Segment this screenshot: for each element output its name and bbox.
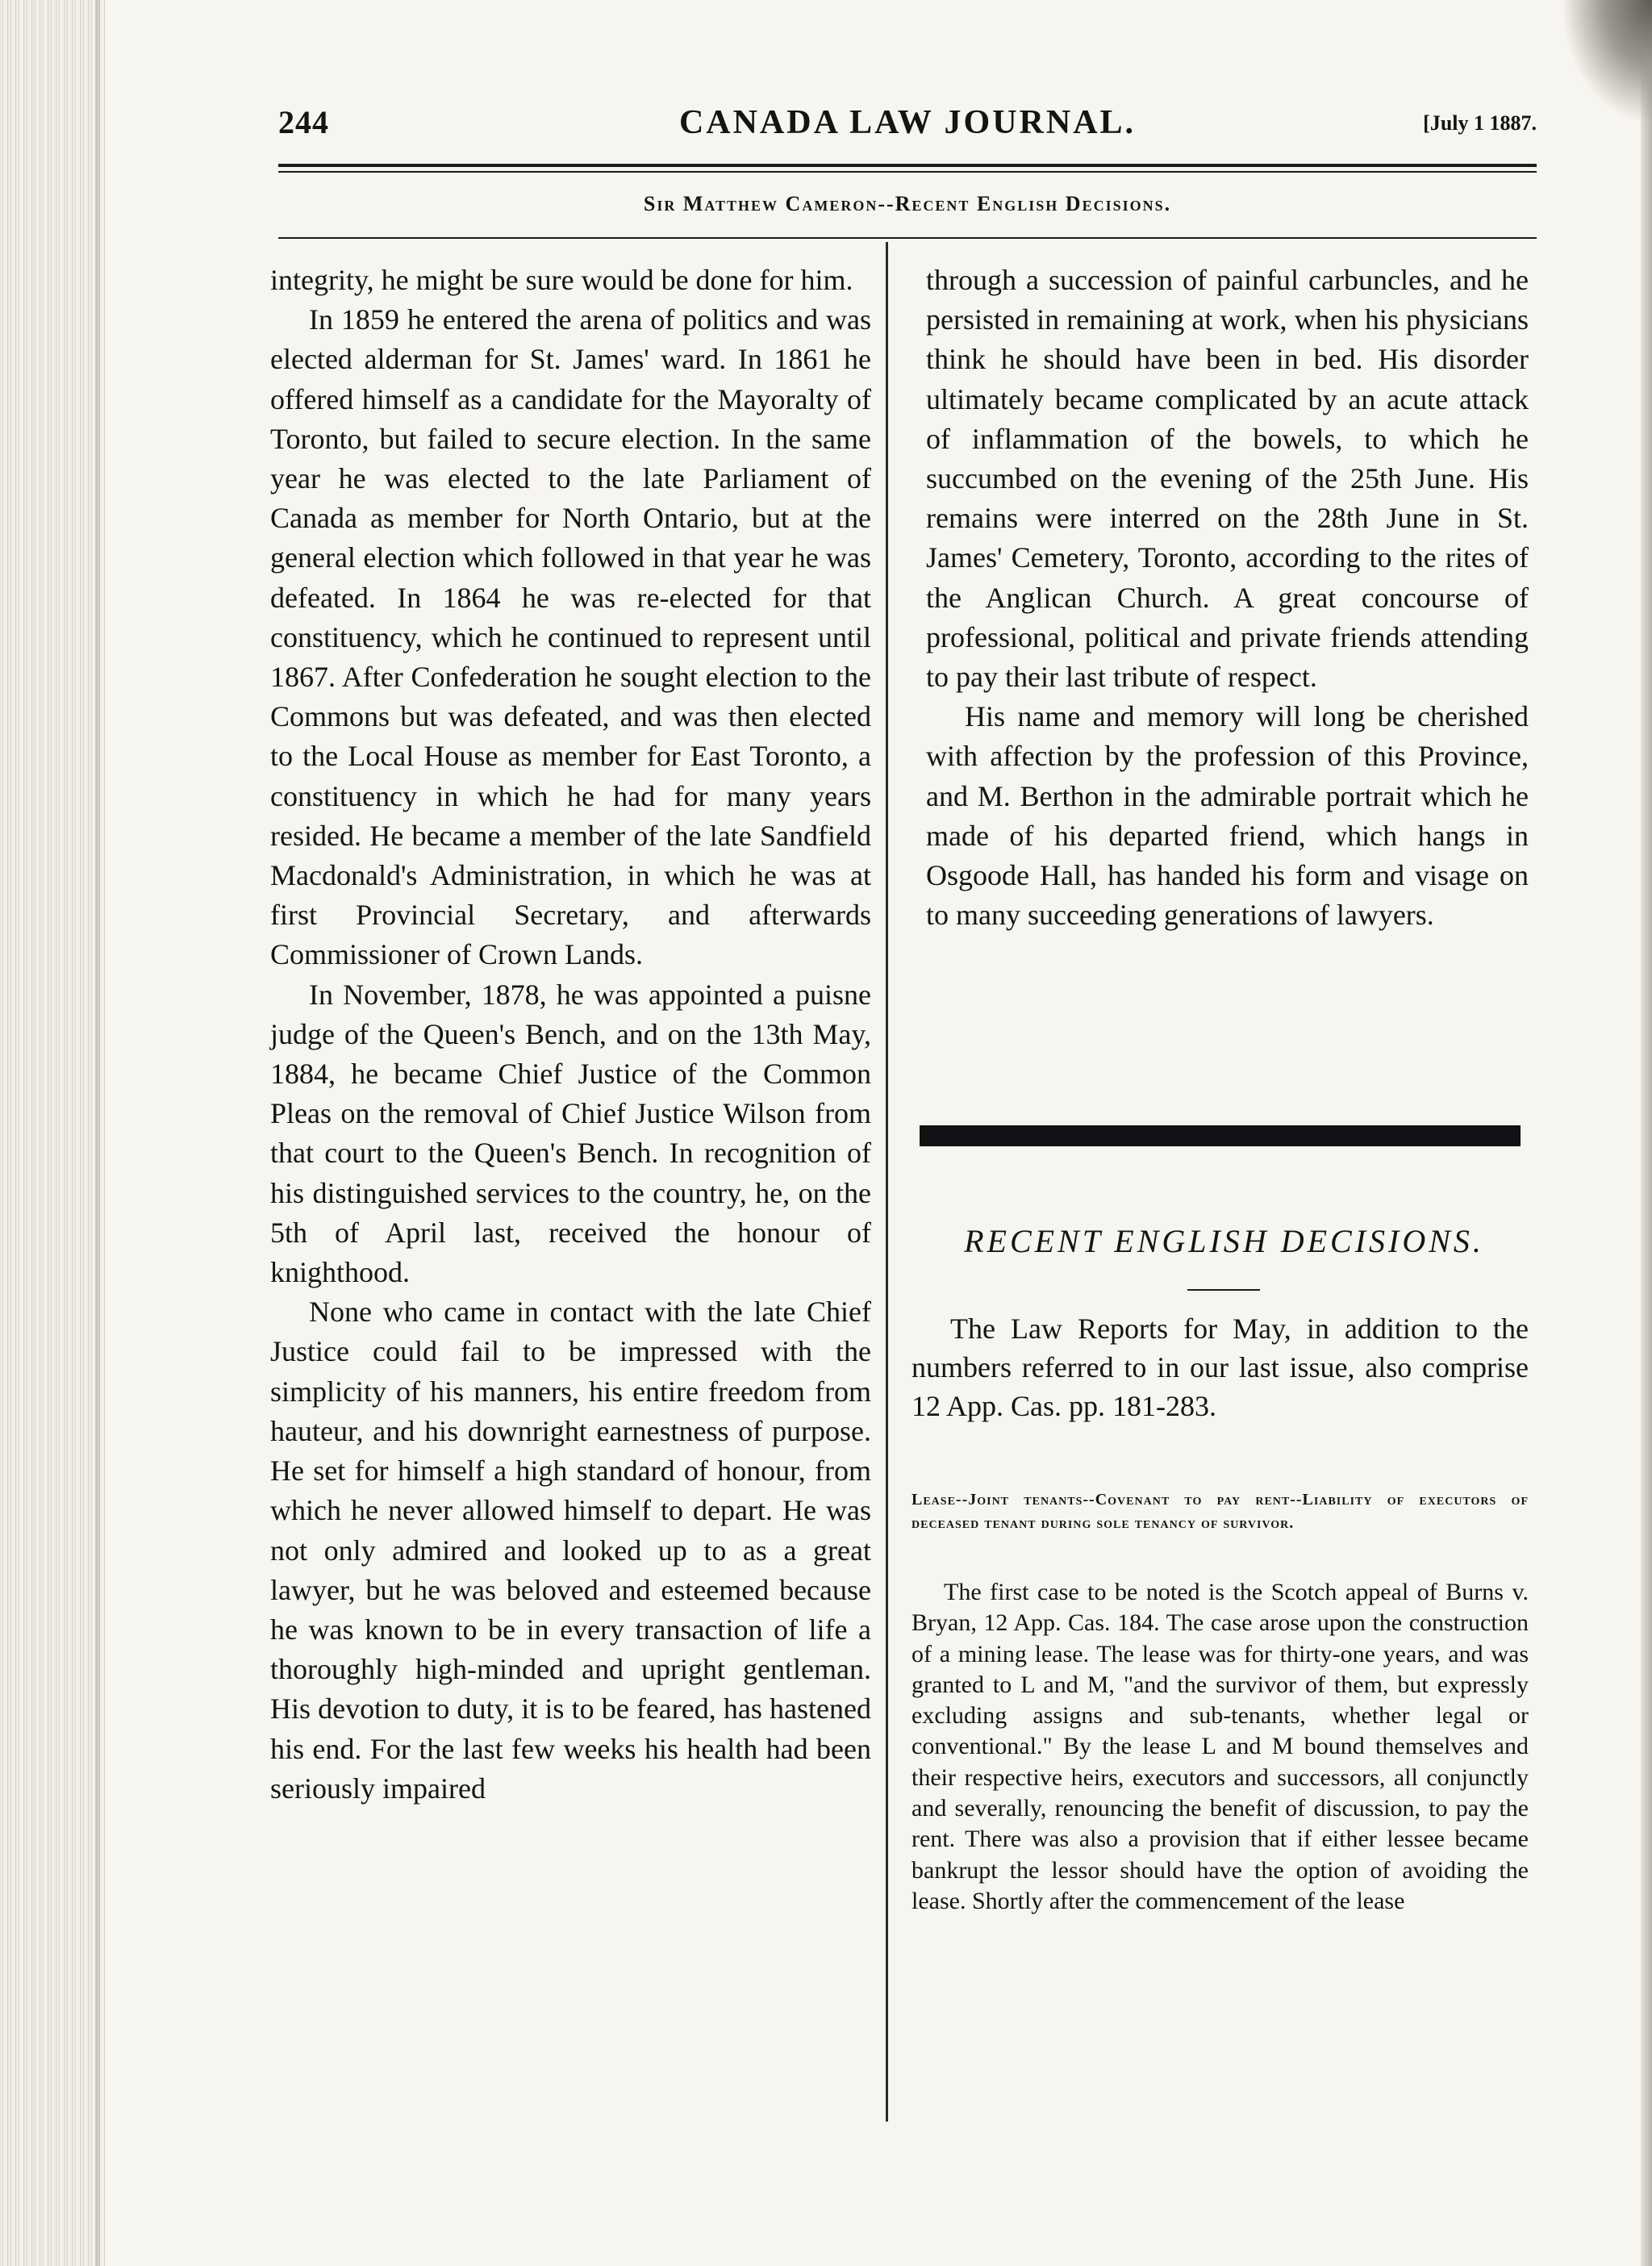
right-column [926, 261, 1529, 935]
title-underline [1187, 1289, 1260, 1291]
issue-date: [July 1 1887. [1423, 111, 1537, 135]
case-headnote: Lease--Joint tenants--Covenant to pay rent--Liability of executors of deceased tenant during sole tenancy of survivor. [912, 1491, 1529, 1532]
paragraph: His name and memory will long be cherished with affection by the profession of this Province, and M. Berthon in the admirable portrait which he made of his departed friend, which hangs in Osgoode Hall, has handed his form and visage on to many succeeding generations of lawyers. [926, 700, 1529, 932]
book-spine-shadow [0, 0, 105, 2266]
paragraph: through a succession of painful carbuncles, and he persisted in remaining at work, when his physicians think he should have been in bed. His disorder ultimately became complicated by an acute attack of inflammation of the bowels, to which he succumbed on the evening of the 25th June. His remains were interred on the 28th June in St. James' Cemetery, Toronto, according to the rites of the Anglican Church. A great concourse of professional, political and private friends attending to pay their last tribute of respect. [926, 264, 1529, 694]
page-right-edge [1641, 0, 1652, 2266]
page-number: 244 [278, 104, 329, 140]
spine-edge [95, 0, 100, 2266]
header-rule-thin [278, 171, 1537, 173]
left-column [270, 261, 871, 1809]
section-title: RECENT ENGLISH DECISIONS. [964, 1223, 1484, 1259]
journal-title: CANADA LAW JOURNAL. [678, 104, 1137, 141]
header-rule-thick [278, 164, 1537, 167]
section-intro [912, 1309, 1529, 1425]
paragraph: integrity, he might be sure would be done for him. [270, 264, 853, 296]
page-corner-wear [1563, 0, 1652, 121]
running-header [278, 103, 1537, 152]
paragraph: In 1859 he entered the arena of politics and was elected alderman for St. James' ward. In 1861 he offered himself as a candidate for the Mayoralty of Toronto, but failed to secure election. In the same year he was elected to the late Parliament of Canada as member for North Ontario, but at the general election which followed in that year he was defeated. In 1864 he was re-elected for that constituency, which he continued to represent until 1867. After Confederation he sought election to the Commons but was defeated, and was then elected to the Local House as member for East Toronto, a constituency in which he had for many years resided. He became a member of the late Sandfield Macdonald's Administration, in which he was at first Provincial Secretary, and afterwards Commissioner of Crown Lands. [270, 303, 871, 971]
column-divider [886, 242, 888, 2122]
paragraph: In November, 1878, he was appointed a puisne judge of the Queen's Bench, and on the 13th May, 1884, he became Chief Justice of the Common Pleas on the removal of Chief Justice Wilson from that court to the Queen's Bench. In recognition of his distinguished services to the country, he, on the 5th of April last, received the honour of knighthood. [270, 978, 871, 1289]
article-subheader: Sir Matthew Cameron--Recent English Decisions. [643, 192, 1172, 215]
paragraph: None who came in contact with the late Chief Justice could fail to be impressed with the simplicity of his manners, his entire freedom from hauteur, and his downright earnestness of purpose. He set for himself a high standard of honour, from which he never allowed himself to depart. He was not only admired and looked up to as a great lawyer, but he was beloved and esteemed because he was known to be in every transaction of life a thoroughly high-minded and upright gentleman. His devotion to duty, it is to be feared, has hastened his end. For the last few weeks his health had been seriously impaired [270, 1296, 871, 1805]
section-separator-bar [920, 1125, 1521, 1146]
intro-text: The Law Reports for May, in addition to the numbers referred to in our last issue, also comprise 12 App. Cas. pp. 181-283. [912, 1312, 1529, 1422]
case-summary [912, 1577, 1529, 1917]
subheader-rule [278, 237, 1537, 239]
case-text: The first case to be noted is the Scotch appeal of Burns v. Bryan, 12 App. Cas. 184. The case arose upon the construction of a mining lease. The lease was for thirty-one years, and was granted to L and M, "and the survivor of them, but expressly excluding assigns and sub-tenants, whether legal or conventional." By the lease L and M bound themselves and their respective heirs, executors and successors, all conjunctly and severally, renouncing the benefit of discussion, to pay the rent. There was also a provision that if either lessee became bankrupt the lessor should have the option of avoiding the lease. Shortly after the commencement of the lease [912, 1579, 1529, 1914]
